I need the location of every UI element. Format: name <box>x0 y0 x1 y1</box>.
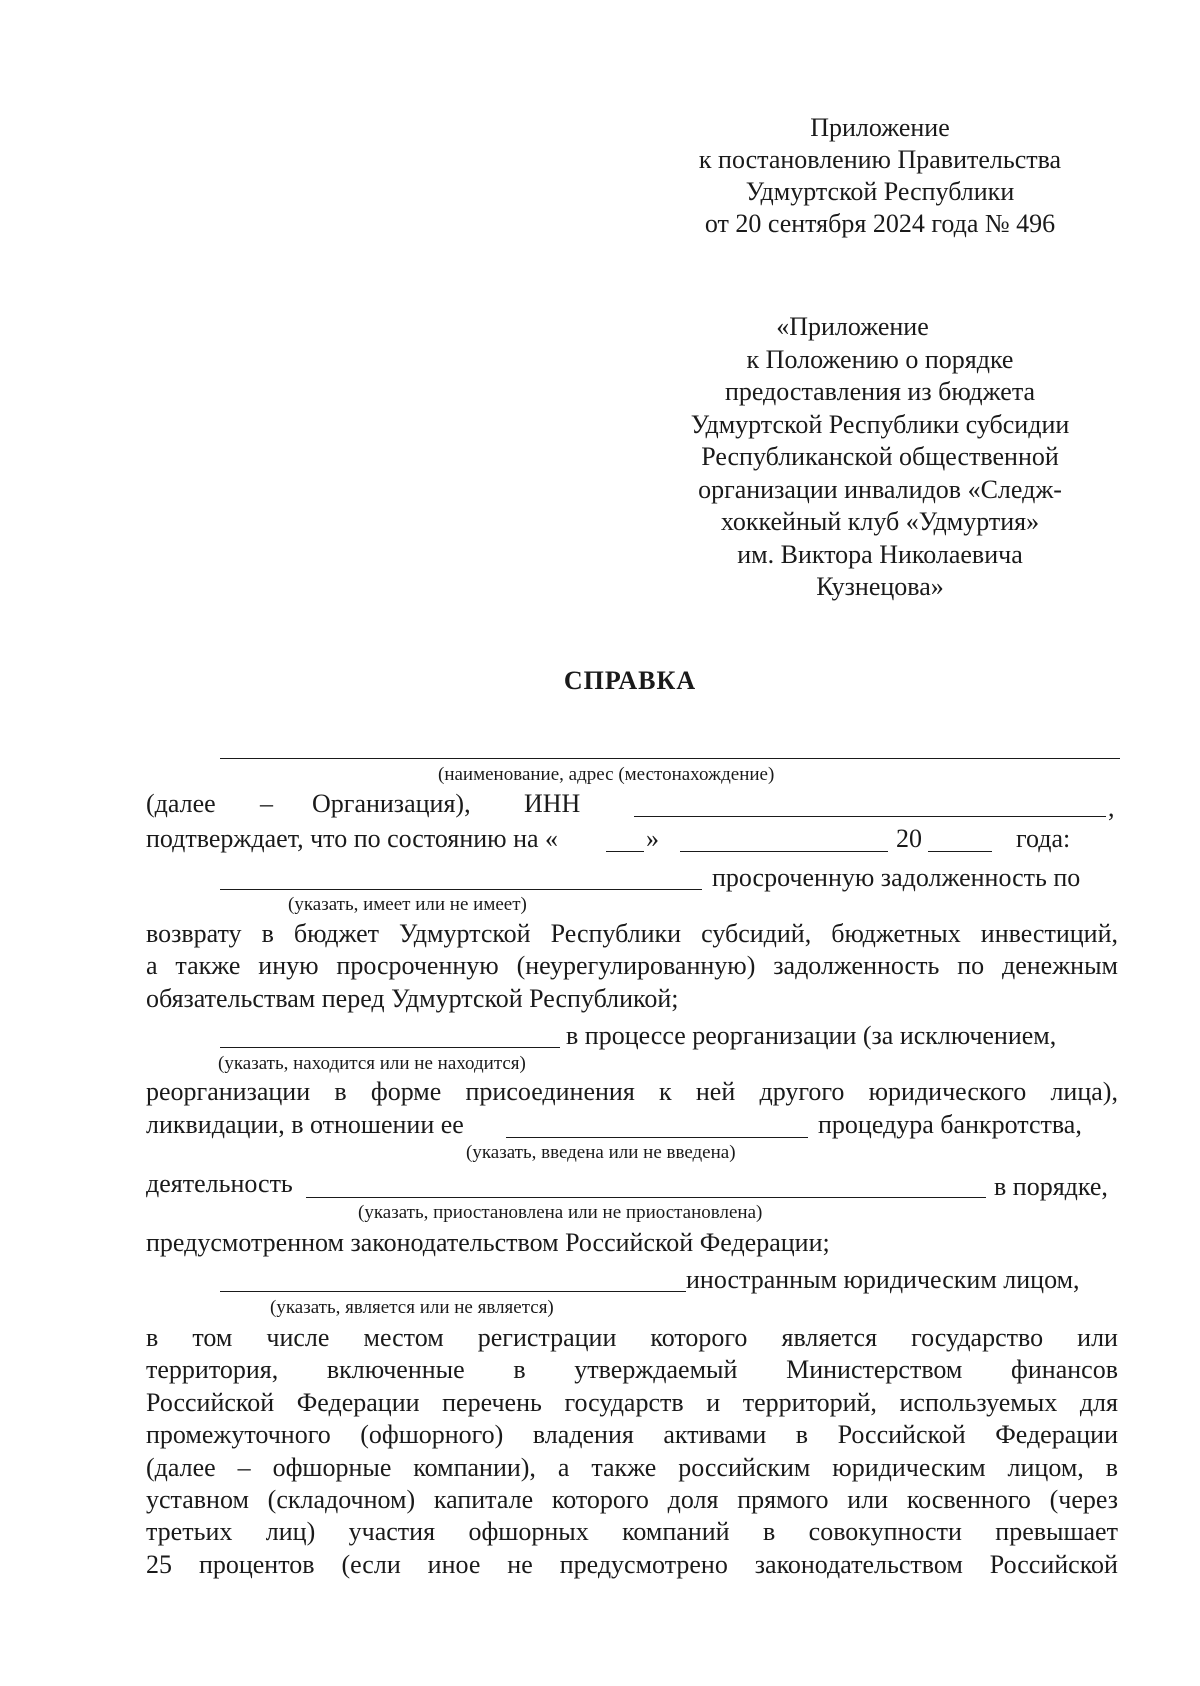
org-word: Организация), <box>312 789 471 818</box>
confirm-text: подтверждает, что по состоянию на « <box>146 824 559 853</box>
resolution-annex-header <box>640 112 1120 240</box>
is-caption: (указать, является или не является) <box>270 1297 554 1318</box>
word: государство <box>911 1323 1044 1352</box>
word: в <box>146 1323 159 1352</box>
inn-label: ИНН <box>524 789 581 818</box>
document-title: СПРАВКА <box>563 666 697 695</box>
paragraph-1 <box>146 918 1118 1015</box>
debt-tail: просроченную задолженность по <box>712 863 1081 892</box>
word: другого <box>759 1077 845 1106</box>
month-blank[interactable] <box>680 851 888 852</box>
regulation-annex-header <box>660 311 1100 604</box>
header-line: Удмуртской Республики <box>745 177 1015 206</box>
suspended-caption: (указать, приостановлена или не приостановлена) <box>358 1202 763 1223</box>
annex-line: к Положению о порядке <box>746 344 1014 374</box>
inn-blank[interactable] <box>634 816 1106 817</box>
bankruptcy-blank[interactable] <box>506 1137 808 1138</box>
word: включенные <box>326 1355 465 1385</box>
paragraph-2 <box>146 1322 1118 1581</box>
year-prefix: 20 <box>896 824 922 853</box>
word: которого <box>650 1323 748 1352</box>
word: к <box>659 1077 672 1106</box>
paragraph-line: (далее – офшорные компании), а также российским юридическим лицом, в <box>146 1452 1118 1482</box>
word: компаний <box>622 1517 730 1547</box>
word: совокупности <box>808 1517 962 1547</box>
annex-line: Кузнецова» <box>816 572 944 601</box>
word: финансов <box>1011 1355 1118 1385</box>
annex-line: хоккейный клуб «Удмуртия» <box>720 507 1040 536</box>
liquidation-tail: процедура банкротства, <box>818 1110 1082 1139</box>
word: в <box>334 1077 347 1106</box>
paragraph-line: возврату в бюджет Удмуртской Республики субсидий, бюджетных инвестиций, <box>146 919 1118 948</box>
word: территория, <box>146 1355 279 1385</box>
word: является <box>781 1323 878 1352</box>
paragraph-line: Российской Федерации перечень государств и территорий, используемых для <box>146 1387 1118 1417</box>
reorg-line <box>146 1076 1118 1108</box>
inn-comma: , <box>1108 793 1115 822</box>
word: Министерством <box>786 1355 963 1385</box>
word: присоединения <box>465 1077 635 1106</box>
word: 25 <box>146 1549 172 1579</box>
year-blank[interactable] <box>928 851 992 852</box>
introduced-caption: (указать, введена или не введена) <box>466 1142 736 1163</box>
paragraph-line: уставном (складочном) капитале которого доля прямого или косвенного (через <box>146 1485 1118 1515</box>
foreign-tail: иностранным юридическим лицом, <box>686 1265 1080 1294</box>
org-dash: – <box>260 789 273 818</box>
header-line: от 20 сентября 2024 года № 496 <box>704 209 1056 238</box>
annex-line: предоставления из бюджета <box>724 377 1036 406</box>
word: ней <box>695 1077 736 1106</box>
header-line: Приложение <box>810 113 950 142</box>
word: процентов <box>198 1549 315 1579</box>
law-line: предусмотренном законодательством Российской Федерации; <box>146 1228 830 1257</box>
paragraph-line <box>146 1549 1118 1581</box>
header-line: к постановлению Правительства <box>698 145 1062 174</box>
activity-label: деятельность <box>146 1169 293 1198</box>
word: предусмотрено <box>559 1549 728 1579</box>
year-suffix: года: <box>1016 824 1071 853</box>
word: в <box>513 1355 526 1385</box>
located-caption: (указать, находится или не находится) <box>218 1053 526 1074</box>
word: Российской <box>989 1549 1118 1579</box>
word: законодательством <box>754 1549 963 1579</box>
liquidation-prefix: ликвидации, в отношении ее <box>146 1110 464 1139</box>
word: офшорных <box>468 1517 589 1547</box>
activity-blank[interactable] <box>306 1197 986 1198</box>
word: третьих <box>146 1517 233 1547</box>
has-caption: (указать, имеет или не имеет) <box>288 894 527 915</box>
annex-line: Удмуртской Республики субсидии <box>690 409 1070 439</box>
word: лица), <box>1050 1077 1118 1106</box>
reorg-tail: в процессе реорганизации (за исключением, <box>566 1021 1057 1050</box>
word: числе <box>266 1323 330 1352</box>
paragraph-line <box>146 1354 1118 1386</box>
word: в <box>762 1517 776 1547</box>
annex-line: Республиканской общественной <box>701 442 1059 471</box>
paragraph-line: обязательствам перед Удмуртской Республикой; <box>146 983 679 1013</box>
word: иное <box>427 1549 481 1579</box>
word: (если <box>341 1549 401 1579</box>
org-name-blank[interactable] <box>220 758 1120 759</box>
word: регистрации <box>477 1323 617 1352</box>
org-prefix: (далее <box>146 789 216 818</box>
annex-line: организации инвалидов «Следж- <box>698 474 1062 504</box>
word: реорганизации <box>146 1077 311 1106</box>
activity-tail: в порядке, <box>994 1172 1108 1201</box>
word: лиц) <box>265 1517 316 1547</box>
word: утверждаемый <box>574 1355 738 1385</box>
paragraph-line <box>146 1516 1118 1548</box>
word: не <box>507 1549 533 1579</box>
debt-blank[interactable] <box>220 889 702 890</box>
annex-line: им. Виктора Николаевича <box>737 539 1023 569</box>
quote-close: » <box>646 824 659 853</box>
word: участия <box>348 1517 436 1547</box>
org-name-caption: (наименование, адрес (местонахождение) <box>438 764 775 785</box>
paragraph-line: промежуточного (офшорного) владения активами в Российской Федерации <box>146 1420 1118 1450</box>
word: превышает <box>995 1517 1118 1547</box>
word: или <box>1077 1323 1118 1352</box>
annex-line: «Приложение <box>776 312 929 341</box>
paragraph-line: а также иную просроченную (неурегулированную) задолженность по денежным <box>146 951 1118 981</box>
reorg-blank[interactable] <box>220 1047 560 1048</box>
word: местом <box>363 1323 444 1352</box>
paragraph-line <box>146 1322 1118 1354</box>
day-blank[interactable] <box>606 851 644 852</box>
word: том <box>192 1323 233 1352</box>
word: форме <box>370 1077 442 1106</box>
foreign-blank[interactable] <box>220 1291 686 1292</box>
word: юридического <box>868 1077 1027 1106</box>
